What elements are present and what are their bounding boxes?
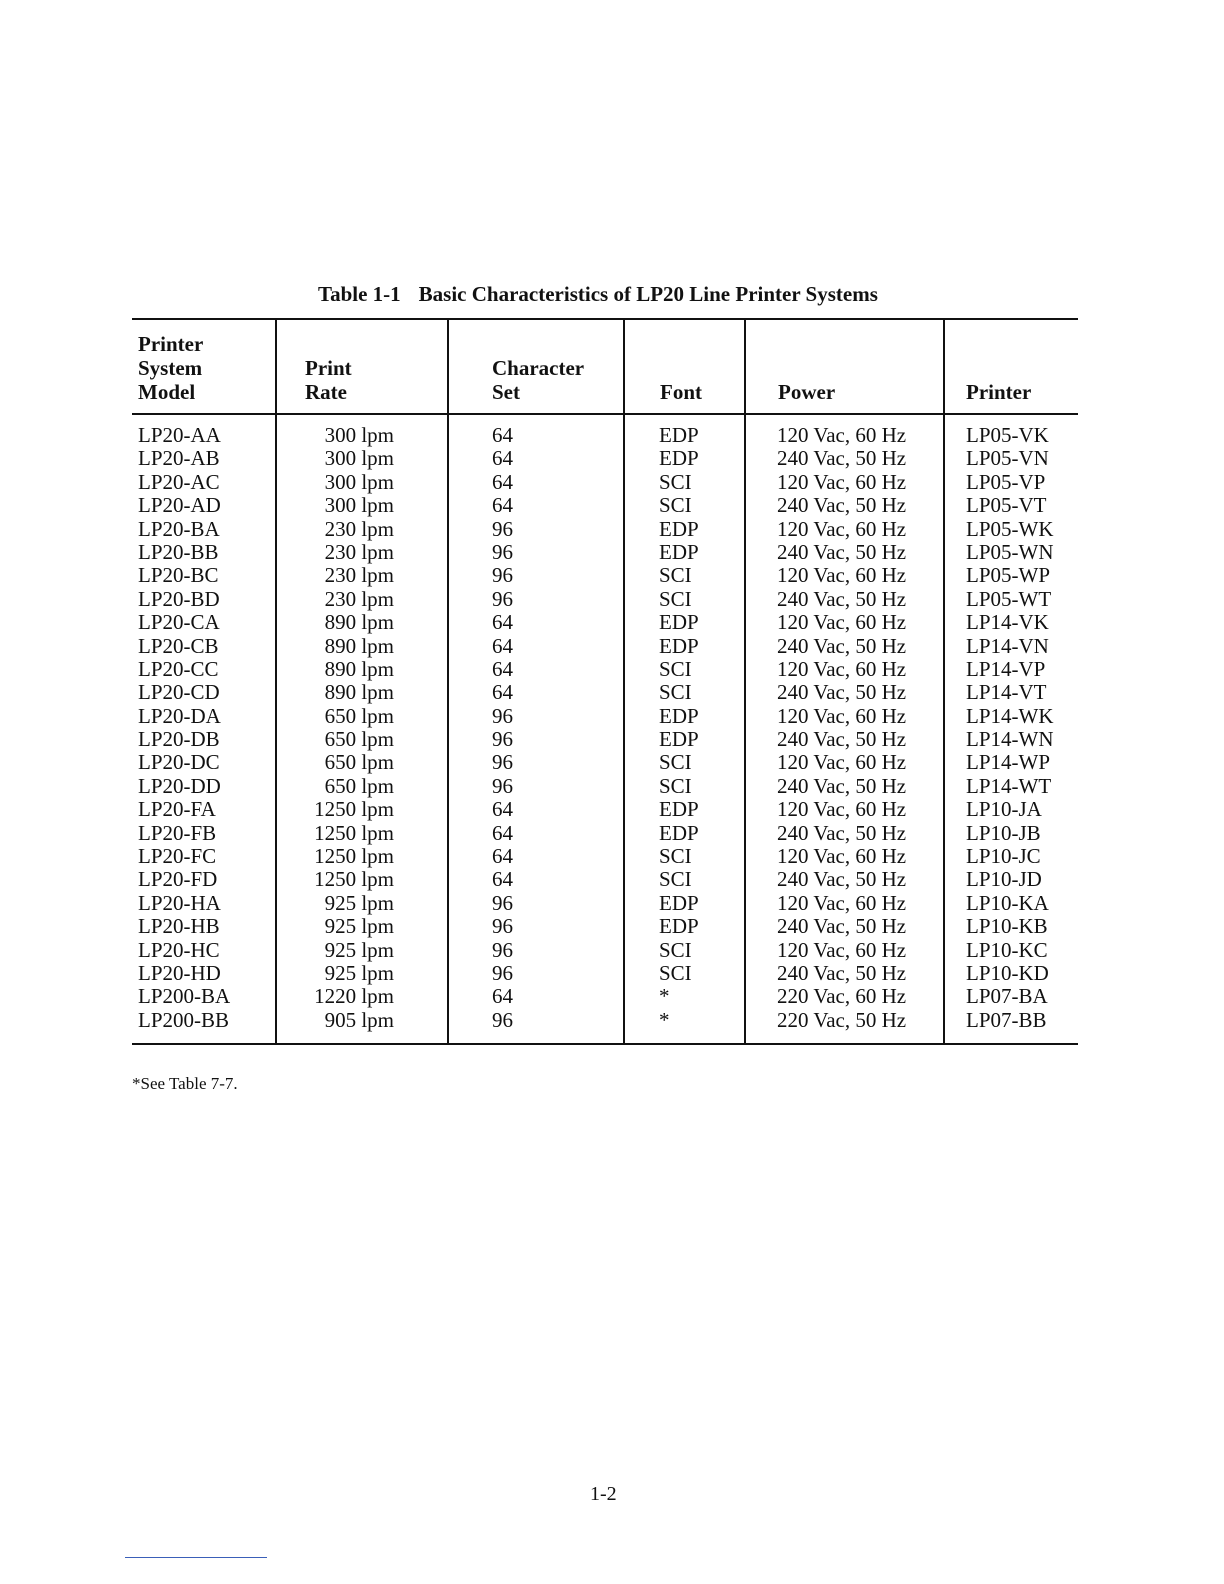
font-cell: * bbox=[659, 1007, 670, 1032]
model-cell: LP20-CD bbox=[138, 680, 220, 705]
charset-cell: 96 bbox=[492, 516, 513, 541]
font-cell: EDP bbox=[659, 797, 699, 822]
printer-cell: LP10-KB bbox=[966, 914, 1048, 939]
font-cell: SCI bbox=[659, 586, 692, 611]
printer-cell: LP07-BA bbox=[966, 984, 1048, 1009]
column-divider bbox=[447, 320, 449, 1043]
header-text: Rate bbox=[305, 380, 347, 404]
column-divider bbox=[623, 320, 625, 1043]
rate-cell: 1250 lpm bbox=[314, 820, 394, 845]
rate-cell: 925 lpm bbox=[324, 960, 394, 985]
charset-cell: 96 bbox=[492, 773, 513, 798]
column-printer bbox=[966, 424, 1054, 1032]
header-power bbox=[778, 380, 835, 404]
printer-cell: LP14-VP bbox=[966, 656, 1046, 681]
printer-cell: LP10-KD bbox=[966, 960, 1049, 985]
column-divider bbox=[744, 320, 746, 1043]
font-cell: SCI bbox=[659, 960, 692, 985]
printer-cell: LP10-JB bbox=[966, 820, 1041, 845]
font-cell: EDP bbox=[659, 727, 699, 752]
font-cell: * bbox=[659, 984, 670, 1009]
power-cell: 240 Vac, 50 Hz bbox=[777, 727, 907, 752]
model-cell: LP20-BB bbox=[138, 539, 219, 564]
header-text: Print bbox=[305, 356, 352, 380]
font-cell: EDP bbox=[659, 890, 699, 915]
bottom-rule bbox=[125, 1557, 267, 1558]
power-cell: 120 Vac, 60 Hz bbox=[777, 610, 907, 635]
power-cell: 240 Vac, 50 Hz bbox=[777, 539, 907, 564]
power-cell: 240 Vac, 50 Hz bbox=[777, 960, 907, 985]
power-cell: 240 Vac, 50 Hz bbox=[777, 493, 907, 518]
model-cell: LP20-FB bbox=[138, 820, 217, 845]
charset-cell: 64 bbox=[492, 633, 513, 658]
power-cell: 120 Vac, 60 Hz bbox=[777, 423, 907, 447]
header-text: Model bbox=[138, 380, 196, 404]
header-rate bbox=[305, 356, 352, 404]
charset-cell: 96 bbox=[492, 750, 513, 775]
rate-cell: 1250 lpm bbox=[314, 867, 394, 892]
charset-cell: 64 bbox=[492, 820, 513, 845]
model-cell: LP20-AC bbox=[138, 469, 220, 494]
model-cell: LP20-HB bbox=[138, 914, 220, 939]
rate-cell: 300 lpm bbox=[324, 446, 394, 471]
power-cell: 120 Vac, 60 Hz bbox=[777, 844, 907, 869]
model-cell: LP20-FC bbox=[138, 844, 217, 869]
power-cell: 240 Vac, 50 Hz bbox=[777, 680, 907, 705]
rate-cell: 890 lpm bbox=[324, 680, 394, 705]
font-cell: EDP bbox=[659, 423, 699, 447]
font-cell: SCI bbox=[659, 469, 692, 494]
charset-cell: 96 bbox=[492, 890, 513, 915]
model-cell: LP20-AD bbox=[138, 493, 221, 518]
charset-cell: 64 bbox=[492, 610, 513, 635]
header-text: Set bbox=[492, 380, 520, 404]
table-caption bbox=[318, 282, 878, 307]
rate-cell: 1250 lpm bbox=[314, 797, 394, 822]
rate-cell: 650 lpm bbox=[324, 727, 394, 752]
rate-cell: 650 lpm bbox=[324, 750, 394, 775]
printer-cell: LP05-WP bbox=[966, 563, 1050, 588]
page-number: 1-2 bbox=[590, 1483, 617, 1505]
printer-cell: LP14-WP bbox=[966, 750, 1050, 775]
power-cell: 240 Vac, 50 Hz bbox=[777, 867, 907, 892]
column-power bbox=[777, 424, 906, 1032]
printer-cell: LP14-VN bbox=[966, 633, 1049, 658]
printer-cell: LP05-VT bbox=[966, 493, 1047, 518]
header-text: Character bbox=[492, 356, 585, 380]
model-cell: LP20-BD bbox=[138, 586, 220, 611]
printer-cell: LP10-KA bbox=[966, 890, 1049, 915]
rate-cell: 650 lpm bbox=[324, 703, 394, 728]
model-cell: LP20-AA bbox=[138, 423, 221, 447]
power-cell: 120 Vac, 60 Hz bbox=[777, 516, 907, 541]
model-cell: LP20-FA bbox=[138, 797, 216, 822]
power-cell: 120 Vac, 60 Hz bbox=[777, 750, 907, 775]
printer-cell: LP10-JC bbox=[966, 844, 1041, 869]
charset-cell: 64 bbox=[492, 656, 513, 681]
font-cell: SCI bbox=[659, 750, 692, 775]
font-cell: SCI bbox=[659, 656, 692, 681]
model-cell: LP20-HA bbox=[138, 890, 221, 915]
rate-cell: 1220 lpm bbox=[314, 984, 394, 1009]
footnote: *See Table 7-7. bbox=[132, 1074, 238, 1093]
power-cell: 120 Vac, 60 Hz bbox=[777, 937, 907, 962]
header-model bbox=[138, 332, 203, 404]
charset-cell: 64 bbox=[492, 867, 513, 892]
font-cell: EDP bbox=[659, 610, 699, 635]
model-cell: LP20-DC bbox=[138, 750, 220, 775]
charset-cell: 64 bbox=[492, 680, 513, 705]
power-cell: 120 Vac, 60 Hz bbox=[777, 797, 907, 822]
column-divider bbox=[943, 320, 945, 1043]
printer-cell: LP14-WK bbox=[966, 703, 1054, 728]
font-cell: EDP bbox=[659, 820, 699, 845]
font-cell: SCI bbox=[659, 867, 692, 892]
charset-cell: 96 bbox=[492, 539, 513, 564]
charset-cell: 96 bbox=[492, 586, 513, 611]
printer-cell: LP14-WN bbox=[966, 727, 1054, 752]
printer-cell: LP05-VK bbox=[966, 423, 1049, 447]
charset-cell: 96 bbox=[492, 937, 513, 962]
header-printer bbox=[966, 380, 1031, 404]
rate-cell: 925 lpm bbox=[324, 914, 394, 939]
column-charset bbox=[492, 424, 513, 1032]
charset-cell: 96 bbox=[492, 703, 513, 728]
model-cell: LP20-DA bbox=[138, 703, 221, 728]
charset-cell: 96 bbox=[492, 727, 513, 752]
font-cell: EDP bbox=[659, 914, 699, 939]
header-text: System bbox=[138, 356, 203, 380]
header-text: Printer bbox=[138, 332, 204, 356]
power-cell: 120 Vac, 60 Hz bbox=[777, 656, 907, 681]
column-font bbox=[659, 424, 699, 1032]
charset-cell: 64 bbox=[492, 446, 513, 471]
rate-cell: 300 lpm bbox=[324, 469, 394, 494]
printer-cell: LP07-BB bbox=[966, 1007, 1047, 1032]
column-rate bbox=[304, 424, 394, 1032]
rate-cell: 890 lpm bbox=[324, 633, 394, 658]
rate-cell: 1250 lpm bbox=[314, 844, 394, 869]
header-text: Font bbox=[660, 380, 702, 404]
charset-cell: 96 bbox=[492, 563, 513, 588]
model-cell: LP20-AB bbox=[138, 446, 220, 471]
charset-cell: 64 bbox=[492, 984, 513, 1009]
header-divider bbox=[132, 413, 1078, 415]
font-cell: EDP bbox=[659, 633, 699, 658]
power-cell: 240 Vac, 50 Hz bbox=[777, 633, 907, 658]
font-cell: SCI bbox=[659, 773, 692, 798]
model-cell: LP20-CB bbox=[138, 633, 219, 658]
printer-cell: LP05-WT bbox=[966, 586, 1052, 611]
printer-cell: LP05-WN bbox=[966, 539, 1054, 564]
printer-cell: LP10-JA bbox=[966, 797, 1042, 822]
font-cell: SCI bbox=[659, 844, 692, 869]
charset-cell: 64 bbox=[492, 493, 513, 518]
printer-cell: LP05-VN bbox=[966, 446, 1049, 471]
rate-cell: 650 lpm bbox=[324, 773, 394, 798]
model-cell: LP20-FD bbox=[138, 867, 218, 892]
power-cell: 240 Vac, 50 Hz bbox=[777, 773, 907, 798]
font-cell: SCI bbox=[659, 563, 692, 588]
power-cell: 240 Vac, 50 Hz bbox=[777, 820, 907, 845]
power-cell: 240 Vac, 50 Hz bbox=[777, 586, 907, 611]
table-caption-title: Basic Characteristics of LP20 Line Printer Systems bbox=[418, 282, 878, 306]
charset-cell: 64 bbox=[492, 423, 513, 447]
rate-cell: 230 lpm bbox=[324, 516, 394, 541]
header-font bbox=[660, 380, 702, 404]
printer-cell: LP14-WT bbox=[966, 773, 1052, 798]
font-cell: SCI bbox=[659, 937, 692, 962]
power-cell: 120 Vac, 60 Hz bbox=[777, 563, 907, 588]
font-cell: EDP bbox=[659, 516, 699, 541]
printer-cell: LP10-JD bbox=[966, 867, 1042, 892]
power-cell: 120 Vac, 60 Hz bbox=[777, 890, 907, 915]
rate-cell: 925 lpm bbox=[324, 937, 394, 962]
printer-cell: LP14-VK bbox=[966, 610, 1049, 635]
printer-cell: LP05-WK bbox=[966, 516, 1054, 541]
model-cell: LP20-HD bbox=[138, 960, 221, 985]
model-cell: LP20-BC bbox=[138, 563, 219, 588]
rate-cell: 300 lpm bbox=[324, 423, 394, 447]
font-cell: SCI bbox=[659, 493, 692, 518]
header-text: Printer bbox=[966, 380, 1032, 404]
column-model bbox=[138, 424, 230, 1032]
model-cell: LP20-DB bbox=[138, 727, 220, 752]
power-cell: 120 Vac, 60 Hz bbox=[777, 703, 907, 728]
power-cell: 220 Vac, 50 Hz bbox=[777, 1007, 907, 1032]
charset-cell: 96 bbox=[492, 960, 513, 985]
charset-cell: 64 bbox=[492, 469, 513, 494]
power-cell: 240 Vac, 50 Hz bbox=[777, 446, 907, 471]
printer-cell: LP14-VT bbox=[966, 680, 1047, 705]
model-cell: LP20-BA bbox=[138, 516, 220, 541]
model-cell: LP200-BA bbox=[138, 984, 231, 1009]
characteristics-table bbox=[132, 318, 1078, 1045]
rate-cell: 890 lpm bbox=[324, 610, 394, 635]
charset-cell: 96 bbox=[492, 1007, 513, 1032]
printer-cell: LP05-VP bbox=[966, 469, 1046, 494]
table-caption-number: Table 1-1 bbox=[318, 282, 401, 306]
printer-cell: LP10-KC bbox=[966, 937, 1048, 962]
font-cell: EDP bbox=[659, 446, 699, 471]
header-text: Power bbox=[778, 380, 836, 404]
rate-cell: 890 lpm bbox=[324, 656, 394, 681]
charset-cell: 96 bbox=[492, 914, 513, 939]
model-cell: LP20-CA bbox=[138, 610, 220, 635]
model-cell: LP200-BB bbox=[138, 1007, 230, 1032]
header-charset bbox=[492, 356, 584, 404]
model-cell: LP20-HC bbox=[138, 937, 220, 962]
charset-cell: 64 bbox=[492, 844, 513, 869]
rate-cell: 905 lpm bbox=[324, 1007, 394, 1032]
font-cell: EDP bbox=[659, 703, 699, 728]
column-divider bbox=[275, 320, 277, 1043]
model-cell: LP20-CC bbox=[138, 656, 219, 681]
rate-cell: 300 lpm bbox=[324, 493, 394, 518]
rate-cell: 230 lpm bbox=[324, 563, 394, 588]
rate-cell: 925 lpm bbox=[324, 890, 394, 915]
charset-cell: 64 bbox=[492, 797, 513, 822]
power-cell: 240 Vac, 50 Hz bbox=[777, 914, 907, 939]
rate-cell: 230 lpm bbox=[324, 539, 394, 564]
font-cell: SCI bbox=[659, 680, 692, 705]
power-cell: 220 Vac, 60 Hz bbox=[777, 984, 907, 1009]
model-cell: LP20-DD bbox=[138, 773, 221, 798]
rate-cell: 230 lpm bbox=[324, 586, 394, 611]
font-cell: EDP bbox=[659, 539, 699, 564]
power-cell: 120 Vac, 60 Hz bbox=[777, 469, 907, 494]
